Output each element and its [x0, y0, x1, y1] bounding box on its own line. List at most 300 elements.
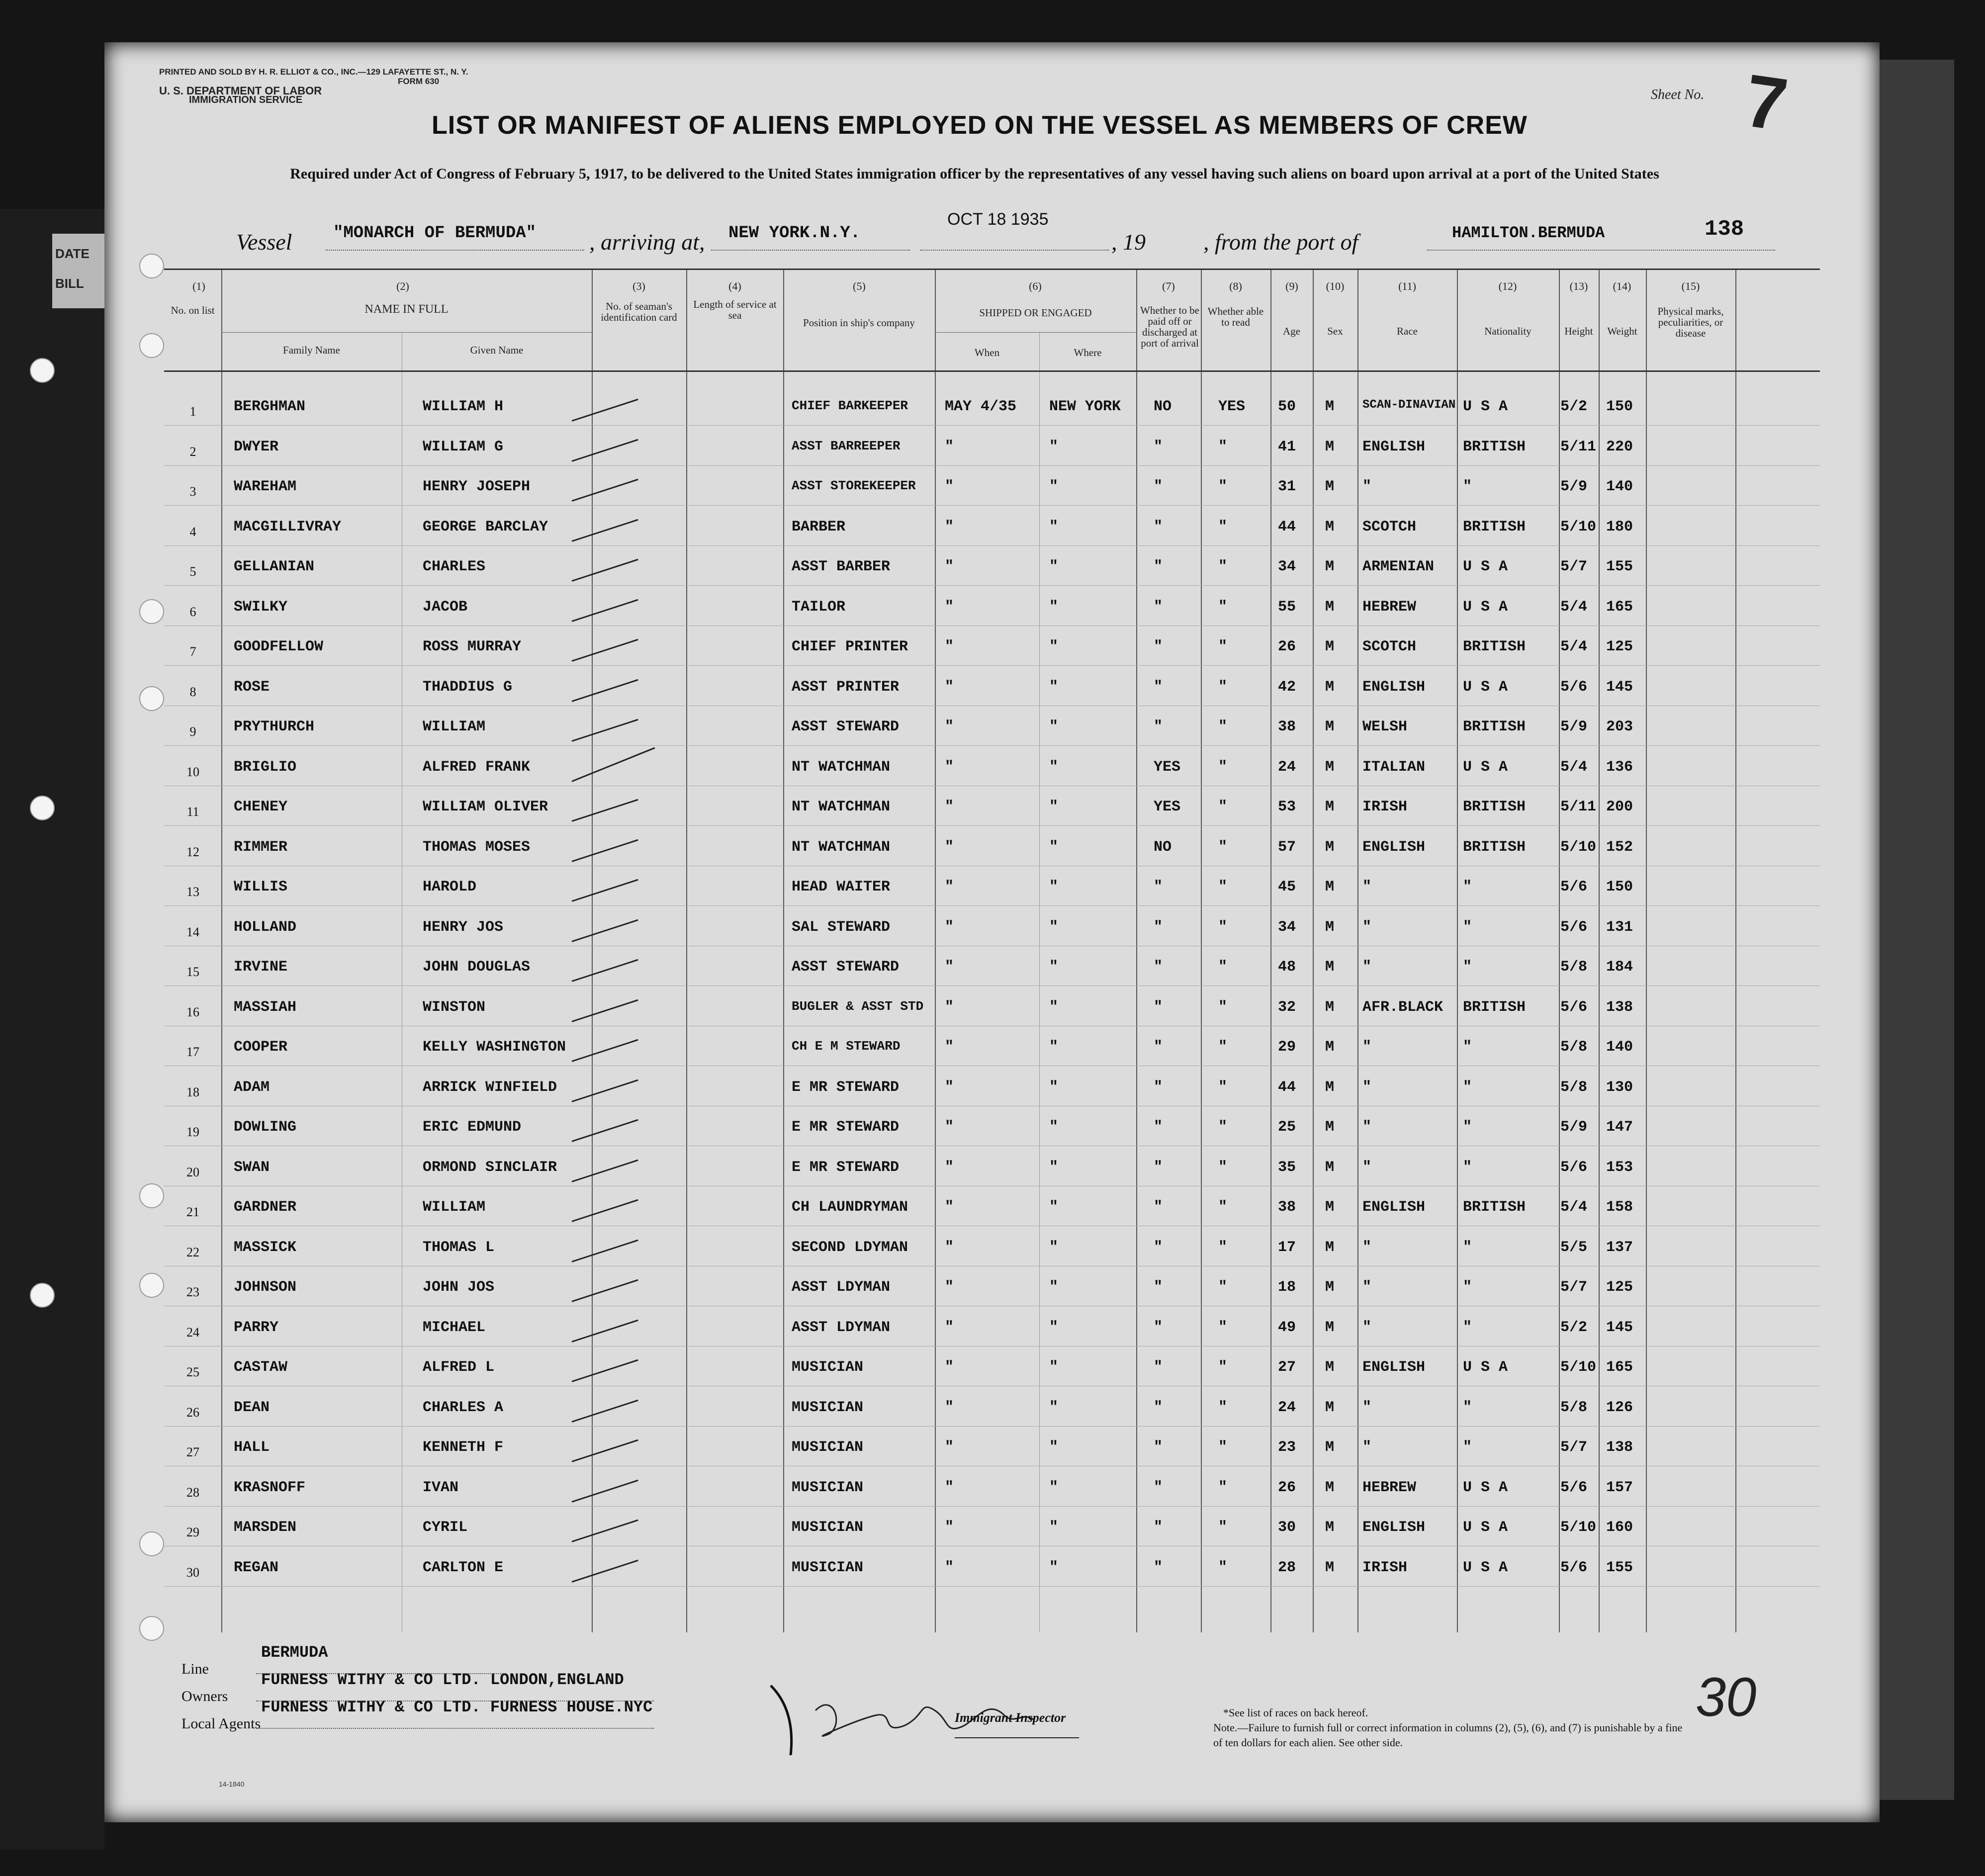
side-tab: [52, 234, 107, 308]
cell-read: ": [1218, 1439, 1228, 1456]
cell-weight: 145: [1606, 678, 1633, 696]
cell-read: ": [1218, 1399, 1228, 1416]
cell-family: SWAN: [234, 1159, 270, 1176]
cell-age: 35: [1278, 1159, 1296, 1176]
cell-paid: YES: [1154, 799, 1181, 815]
binder-hole-icon: [139, 686, 164, 711]
cell-family: IRVINE: [234, 959, 288, 976]
row-number: 20: [186, 1164, 199, 1179]
cell-sex: M: [1325, 1279, 1335, 1296]
id-card-slash-mark: [572, 599, 638, 622]
cell-race: ": [1362, 1399, 1372, 1416]
cell-paid: ": [1154, 1078, 1163, 1096]
side-tab-line1: DATE: [55, 246, 90, 261]
cell-weight: 140: [1606, 478, 1633, 495]
cell-weight: 165: [1606, 598, 1633, 616]
col2-number: (2): [396, 280, 409, 292]
col-name-in-full: NAME IN FULL: [364, 303, 449, 316]
vessel-underline: [326, 250, 584, 251]
cell-age: 29: [1278, 1039, 1296, 1056]
row-number: 7: [189, 644, 196, 659]
cell-position: E MR STEWARD: [792, 1159, 900, 1176]
cell-nat: U S A: [1463, 1559, 1508, 1576]
cell-sex: M: [1325, 1199, 1335, 1216]
cell-age: 34: [1278, 558, 1296, 575]
col11-number: (11): [1398, 280, 1416, 292]
cell-family: WAREHAM: [234, 478, 297, 495]
row-number: 17: [186, 1045, 199, 1059]
cell-when: ": [945, 1479, 954, 1496]
cell-given: HAROLD: [423, 879, 477, 895]
cell-race: WELSH: [1362, 718, 1408, 735]
cell-when: ": [945, 478, 954, 495]
col-when: When: [974, 347, 1000, 358]
cell-nat: ": [1463, 1239, 1472, 1256]
cell-read: ": [1218, 1359, 1228, 1376]
cell-sex: M: [1325, 398, 1335, 415]
printer-info: [159, 67, 468, 105]
col4-number: (4): [728, 280, 741, 292]
cell-sex: M: [1325, 1159, 1335, 1176]
cell-when: ": [945, 1519, 954, 1536]
cell-position: MUSICIAN: [792, 1399, 864, 1416]
footer-note: [1213, 1705, 1691, 1750]
line-label: Line: [181, 1661, 209, 1677]
cell-sex: M: [1325, 1399, 1335, 1416]
cell-where: ": [1049, 1559, 1059, 1576]
cell-position: SECOND LDYMAN: [792, 1239, 908, 1256]
agents-value: FURNESS WITHY & CO LTD. FURNESS HOUSE.NYC: [261, 1698, 653, 1716]
note-races: *See list of races on back hereof.: [1223, 1706, 1368, 1719]
id-card-slash-mark: [572, 1239, 638, 1262]
cell-nat: U S A: [1463, 1359, 1508, 1376]
note-penalty: Note.—Failure to furnish full or correct information in columns (2), (5), (6), and (7) is punishable by a fine of ten dollars for each alien. See other side.: [1213, 1721, 1683, 1749]
cell-weight: 203: [1606, 718, 1633, 735]
cell-when: ": [945, 1239, 954, 1256]
cell-race: ENGLISH: [1362, 1359, 1426, 1376]
cell-nat: ": [1463, 1439, 1472, 1456]
cell-race: ": [1362, 1159, 1372, 1176]
cell-race: IRISH: [1362, 799, 1408, 815]
cell-when: ": [945, 758, 954, 776]
id-card-slash-mark: [572, 559, 638, 582]
cell-where: ": [1049, 1119, 1059, 1136]
cell-age: 28: [1278, 1559, 1296, 1576]
cell-family: ADAM: [234, 1078, 270, 1096]
row-number: 11: [186, 804, 199, 819]
binder-hole-icon: [30, 358, 55, 383]
cell-where: ": [1049, 998, 1059, 1016]
cell-nat: ": [1463, 478, 1472, 495]
cell-sex: M: [1325, 838, 1335, 856]
col-age: Age: [1283, 325, 1300, 337]
cell-given: WILLIAM: [423, 718, 486, 735]
cell-height: 5/5: [1560, 1239, 1588, 1256]
col-divider: [1313, 270, 1314, 1632]
cell-where: ": [1049, 558, 1059, 575]
cell-age: 26: [1278, 1479, 1296, 1496]
row-number: 9: [189, 724, 196, 739]
cell-age: 24: [1278, 1399, 1296, 1416]
cell-paid: ": [1154, 518, 1163, 536]
cell-given: KELLY WASHINGTON: [423, 1039, 566, 1056]
cell-nat: ": [1463, 959, 1472, 976]
cell-family: ROSE: [234, 678, 270, 696]
cell-when: ": [945, 1439, 954, 1456]
cell-paid: ": [1154, 959, 1163, 976]
id-card-slash-mark: [571, 747, 655, 782]
row-divider: [164, 625, 1820, 626]
cell-age: 34: [1278, 918, 1296, 936]
row-divider: [164, 745, 1820, 746]
cell-when: ": [945, 998, 954, 1016]
cell-position: HEAD WAITER: [792, 879, 891, 895]
cell-position: ASST STOREKEEPER: [792, 478, 916, 493]
cell-nat: ": [1463, 1119, 1472, 1136]
col6-number: (6): [1029, 280, 1042, 292]
cell-sex: M: [1325, 1319, 1335, 1336]
cell-position: MUSICIAN: [792, 1359, 864, 1376]
cell-nat: U S A: [1463, 558, 1508, 575]
cell-where: ": [1049, 598, 1059, 616]
row-number: 12: [186, 844, 199, 859]
cell-paid: ": [1154, 1159, 1163, 1176]
cell-where: ": [1049, 758, 1059, 776]
cell-read: ": [1218, 1559, 1228, 1576]
cell-when: ": [945, 518, 954, 536]
col-position: Position in ship's company: [803, 317, 915, 329]
id-card-slash-mark: [572, 1519, 638, 1542]
cell-given: IVAN: [423, 1479, 459, 1496]
row-number: 16: [186, 1004, 199, 1019]
cell-read: ": [1218, 1039, 1228, 1056]
shipped-subdivider: [935, 332, 1136, 333]
cell-race: ": [1362, 478, 1372, 495]
cell-height: 5/7: [1560, 1439, 1588, 1456]
cell-nat: BRITISH: [1463, 638, 1526, 655]
cell-height: 5/8: [1560, 959, 1588, 976]
col12-number: (12): [1498, 280, 1517, 292]
cell-race: ": [1362, 1119, 1372, 1136]
row-number: 19: [186, 1125, 199, 1139]
owners-underline: [256, 1700, 654, 1701]
cell-height: 5/10: [1560, 1519, 1597, 1536]
cell-paid: ": [1154, 558, 1163, 575]
cell-family: BRIGLIO: [234, 758, 297, 776]
cell-sex: M: [1325, 598, 1335, 616]
cell-sex: M: [1325, 1078, 1335, 1096]
id-card-slash-mark: [572, 639, 638, 662]
cell-weight: 150: [1606, 879, 1633, 895]
cell-paid: NO: [1154, 398, 1172, 415]
cell-family: BERGHMAN: [234, 398, 306, 415]
cell-where: ": [1049, 1399, 1059, 1416]
cell-height: 5/4: [1560, 1199, 1588, 1216]
cell-where: ": [1049, 1359, 1059, 1376]
cell-read: ": [1218, 638, 1228, 655]
cell-weight: 200: [1606, 799, 1633, 815]
cell-race: ENGLISH: [1362, 1519, 1426, 1536]
cell-height: 5/8: [1560, 1039, 1588, 1056]
cell-weight: 150: [1606, 398, 1633, 415]
cell-sex: M: [1325, 438, 1335, 455]
cell-age: 44: [1278, 518, 1296, 536]
cell-nat: BRITISH: [1463, 718, 1526, 735]
col13-number: (13): [1569, 280, 1588, 292]
cell-given: CYRIL: [423, 1519, 468, 1536]
cell-weight: 137: [1606, 1239, 1633, 1256]
cell-read: ": [1218, 1239, 1228, 1256]
cell-race: ARMENIAN: [1362, 558, 1435, 575]
cell-sex: M: [1325, 879, 1335, 895]
cell-when: ": [945, 1319, 954, 1336]
cell-race: ENGLISH: [1362, 678, 1426, 696]
id-card-slash-mark: [572, 519, 638, 541]
cell-age: 38: [1278, 1199, 1296, 1216]
cell-age: 50: [1278, 398, 1296, 415]
cell-age: 25: [1278, 1119, 1296, 1136]
col8-number: (8): [1229, 280, 1242, 292]
cell-family: WILLIS: [234, 879, 288, 895]
cell-height: 5/6: [1560, 918, 1588, 936]
side-tab-line2: BILL: [55, 276, 84, 291]
col14-number: (14): [1613, 280, 1631, 292]
col-family-name: Family Name: [283, 344, 340, 356]
cell-read: ": [1218, 758, 1228, 776]
cell-weight: 130: [1606, 1078, 1633, 1096]
col1-number: (1): [192, 280, 205, 292]
cell-paid: ": [1154, 438, 1163, 455]
col-paid-off: Whether to be paid off or discharged at port of arrival: [1140, 304, 1199, 349]
cell-age: 45: [1278, 879, 1296, 895]
cell-sex: M: [1325, 918, 1335, 936]
cell-where: ": [1049, 718, 1059, 735]
date-stamp: OCT 18 1935: [947, 210, 1049, 229]
cell-given: ALFRED FRANK: [423, 758, 531, 776]
cell-sex: M: [1325, 959, 1335, 976]
cell-read: ": [1218, 1078, 1228, 1096]
cell-sex: M: [1325, 1559, 1335, 1576]
row-divider: [164, 585, 1820, 586]
cell-where: ": [1049, 518, 1059, 536]
cell-family: JOHNSON: [234, 1279, 297, 1296]
row-number: 14: [186, 924, 199, 939]
cell-height: 5/9: [1560, 478, 1588, 495]
cell-sex: M: [1325, 638, 1335, 655]
cell-age: 24: [1278, 758, 1296, 776]
cell-paid: ": [1154, 1559, 1163, 1576]
col5-number: (5): [853, 280, 866, 292]
cell-where: ": [1049, 1279, 1059, 1296]
binder-hole-icon: [139, 1273, 164, 1298]
cell-read: ": [1218, 718, 1228, 735]
arriving-label: , arriving at,: [589, 229, 705, 255]
cell-nat: BRITISH: [1463, 838, 1526, 856]
binder-hole-icon: [139, 1531, 164, 1556]
cell-weight: 184: [1606, 959, 1633, 976]
col-divider: [1646, 270, 1647, 1632]
inspector-label: Immigrant Inspector: [955, 1710, 1066, 1725]
cell-age: 42: [1278, 678, 1296, 696]
scan-right-edge: [1880, 60, 1954, 1800]
cell-given: HENRY JOS: [423, 918, 504, 936]
cell-race: AFR.BLACK: [1362, 998, 1444, 1016]
cell-position: NT WATCHMAN: [792, 758, 891, 776]
cell-given: CHARLES A: [423, 1399, 504, 1416]
cell-paid: ": [1154, 1279, 1163, 1296]
cell-age: 32: [1278, 998, 1296, 1016]
cell-race: ": [1362, 879, 1372, 895]
cell-given: ALFRED L: [423, 1359, 495, 1376]
cell-nat: ": [1463, 918, 1472, 936]
row-number: 29: [186, 1525, 199, 1539]
row-divider: [164, 665, 1820, 666]
col-shipped-or-engaged: SHIPPED OR ENGAGED: [979, 307, 1092, 319]
id-card-slash-mark: [572, 679, 638, 702]
vessel-name: "MONARCH OF BERMUDA": [333, 224, 537, 243]
cell-weight: 153: [1606, 1159, 1633, 1176]
cell-given: ORMOND SINCLAIR: [423, 1159, 557, 1176]
cell-when: ": [945, 678, 954, 696]
cell-family: HALL: [234, 1439, 270, 1456]
cell-race: SCOTCH: [1362, 638, 1417, 655]
cell-position: ASST BARBER: [792, 558, 891, 575]
cell-height: 5/6: [1560, 1479, 1588, 1496]
cell-when: ": [945, 558, 954, 575]
sheet-label: Sheet No.: [1651, 87, 1705, 102]
cell-position: BUGLER & ASST STD: [792, 998, 924, 1014]
cell-read: ": [1218, 1199, 1228, 1216]
col-length-of-service: Length of service at sea: [693, 298, 777, 321]
col-divider: [1357, 270, 1358, 1632]
row-number: 26: [186, 1405, 199, 1420]
cell-read: ": [1218, 799, 1228, 815]
cell-read: ": [1218, 518, 1228, 536]
col-divider: [1457, 270, 1458, 1632]
cell-where: ": [1049, 1519, 1059, 1536]
cell-paid: ": [1154, 1479, 1163, 1496]
cell-weight: 165: [1606, 1359, 1633, 1376]
cell-position: ASST LDYMAN: [792, 1279, 891, 1296]
owners-value: FURNESS WITHY & CO LTD. LONDON,ENGLAND: [261, 1671, 624, 1689]
cell-paid: ": [1154, 718, 1163, 735]
total-count: 30: [1696, 1667, 1757, 1728]
id-card-slash-mark: [572, 1559, 638, 1582]
col-divider: [1201, 270, 1202, 1632]
cell-paid: YES: [1154, 758, 1181, 776]
cell-paid: ": [1154, 1119, 1163, 1136]
cell-family: GELLANIAN: [234, 558, 315, 575]
departure-port: HAMILTON.BERMUDA: [1452, 224, 1605, 242]
manifest-number: 138: [1705, 217, 1744, 242]
cell-position: CH E M STEWARD: [792, 1039, 901, 1054]
cell-family: HOLLAND: [234, 918, 297, 936]
cell-height: 5/9: [1560, 718, 1588, 735]
cell-height: 5/2: [1560, 1319, 1588, 1336]
cell-sex: M: [1325, 799, 1335, 815]
id-card-slash-mark: [572, 999, 638, 1022]
cell-weight: 125: [1606, 638, 1633, 655]
cell-where: ": [1049, 1199, 1059, 1216]
col-able-to-read: Whether able to read: [1207, 305, 1264, 328]
cell-position: E MR STEWARD: [792, 1119, 900, 1136]
cell-read: YES: [1218, 398, 1246, 415]
id-card-slash-mark: [572, 1039, 638, 1062]
cell-paid: ": [1154, 678, 1163, 696]
col-weight: Weight: [1607, 325, 1637, 337]
row-divider: [164, 545, 1820, 546]
id-card-slash-mark: [572, 1359, 638, 1382]
binder-hole-icon: [139, 333, 164, 358]
cell-read: ": [1218, 678, 1228, 696]
cell-read: ": [1218, 959, 1228, 976]
cell-family: MASSICK: [234, 1239, 297, 1256]
col-physical-marks: Physical marks, peculiarities, or disease: [1657, 305, 1724, 339]
cell-read: ": [1218, 918, 1228, 936]
cell-paid: ": [1154, 998, 1163, 1016]
cell-paid: ": [1154, 1399, 1163, 1416]
cell-where: NEW YORK: [1049, 398, 1121, 415]
row-number: 15: [186, 965, 199, 979]
row-divider: [164, 1586, 1820, 1587]
cell-paid: ": [1154, 1319, 1163, 1336]
crew-table: [164, 268, 1820, 1632]
cell-paid: ": [1154, 598, 1163, 616]
col-race: Race: [1397, 325, 1418, 337]
cell-paid: ": [1154, 1439, 1163, 1456]
col10-number: (10): [1326, 280, 1345, 292]
col-where: Where: [1074, 347, 1102, 358]
cell-nat: U S A: [1463, 758, 1508, 776]
cell-read: ": [1218, 879, 1228, 895]
row-number: 2: [189, 444, 196, 459]
cell-weight: 138: [1606, 1439, 1633, 1456]
cell-race: ": [1362, 918, 1372, 936]
cell-race: ": [1362, 1279, 1372, 1296]
col-divider: [1270, 270, 1271, 1632]
cell-given: ERIC EDMUND: [423, 1119, 522, 1136]
col-divider: [221, 270, 222, 1632]
cell-given: KENNETH F: [423, 1439, 504, 1456]
col-given-name: Given Name: [470, 344, 524, 356]
cell-given: JOHN DOUGLAS: [423, 959, 531, 976]
cell-age: 38: [1278, 718, 1296, 735]
col-divider: [1039, 332, 1040, 1632]
cell-read: ": [1218, 1519, 1228, 1536]
cell-read: ": [1218, 1159, 1228, 1176]
cell-age: 26: [1278, 638, 1296, 655]
cell-when: ": [945, 1559, 954, 1576]
cell-height: 5/10: [1560, 838, 1597, 856]
cell-race: ": [1362, 1078, 1372, 1096]
cell-race: ENGLISH: [1362, 838, 1426, 856]
cell-age: 53: [1278, 799, 1296, 815]
service: IMMIGRATION SERVICE: [189, 94, 303, 105]
cell-where: ": [1049, 478, 1059, 495]
cell-nat: BRITISH: [1463, 799, 1526, 815]
cell-family: DEAN: [234, 1399, 270, 1416]
col-divider: [783, 270, 784, 1632]
cell-given: JOHN JOS: [423, 1279, 495, 1296]
row-divider: [164, 905, 1820, 906]
cell-family: MASSIAH: [234, 998, 297, 1016]
cell-read: ": [1218, 1119, 1228, 1136]
cell-read: ": [1218, 998, 1228, 1016]
cell-position: NT WATCHMAN: [792, 838, 891, 856]
cell-race: ": [1362, 1039, 1372, 1056]
cell-family: GARDNER: [234, 1199, 297, 1216]
cell-race: SCOTCH: [1362, 518, 1417, 536]
